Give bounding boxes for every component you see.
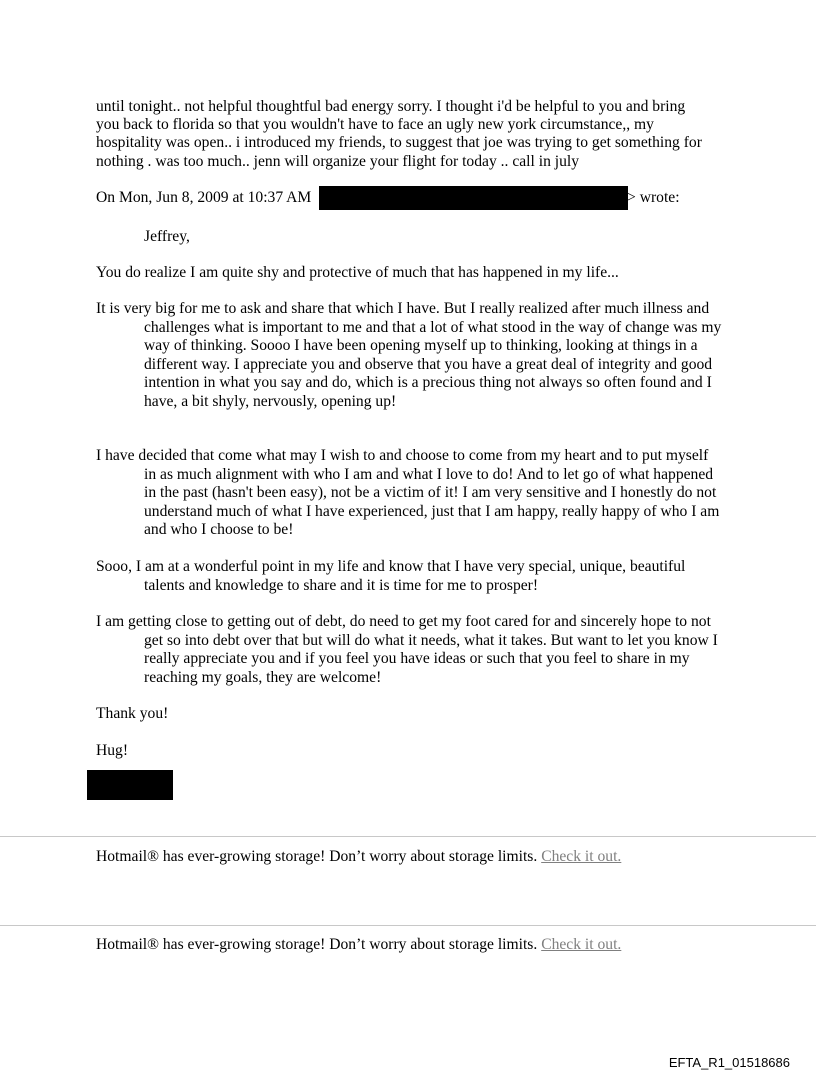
reply-line-4: nothing . was too much.. jenn will organize your flight for today .. call in july — [96, 153, 580, 170]
reply-line-1: until tonight.. not helpful thoughtful bad energy sorry. I thought i'd be helpful to you and bring — [96, 98, 686, 115]
quoted-paragraph-1: You do realize I am quite shy and protective of much that has happened in my life... — [96, 264, 619, 281]
hug-line: Hug! — [96, 742, 129, 759]
quote-header-suffix: > wrote: — [627, 189, 680, 206]
divider — [0, 925, 816, 926]
greeting: Jeffrey, — [144, 228, 190, 245]
footer-ad-text: Hotmail® has ever-growing storage! Don’t worry about storage limits. — [96, 936, 538, 953]
check-it-out-link[interactable]: Check it out. — [541, 936, 622, 953]
footer-ad-1 — [96, 848, 621, 867]
quoted-paragraph-4: Sooo, I am at a wonderful point in my life and know that I have very special, unique, beautiful talents and knowledge to share and it is time for me to prosper! — [96, 558, 686, 594]
footer-ad-2 — [96, 936, 621, 955]
bates-number: EFTA_R1_01518686 — [668, 1055, 790, 1070]
quote-header-prefix: On Mon, Jun 8, 2009 at 10:37 AM — [96, 189, 312, 206]
divider — [0, 836, 816, 837]
redaction-signature — [87, 770, 173, 800]
check-it-out-link[interactable]: Check it out. — [541, 848, 622, 865]
footer-ad-text: Hotmail® has ever-growing storage! Don’t worry about storage limits. — [96, 848, 538, 865]
quoted-paragraph-2: It is very big for me to ask and share that which I have. But I really realized after much illness and challenges what is important to me and that a lot of what stood in the way of change was my way of thinking. Soooo I have been opening myself up to thinking, looking at things in a different way. I appreciate you and observe that you have a great deal of integrity and good intention in what you say and do, which is a precious thing not always so often found and I have, a bit shyly, nervously, opening up! — [96, 300, 722, 410]
reply-line-2: you back to florida so that you wouldn't have to face an ugly new york circumstance,, my — [96, 116, 654, 133]
reply-line-3: hospitality was open.. i introduced my friends, to suggest that joe was trying to get something for — [96, 134, 702, 151]
quoted-paragraph-5: I am getting close to getting out of debt, do need to get my foot cared for and sincerely hope to not get so into debt over that but will do what it needs, what it takes. But want to let you know I really appreciate you and if you feel you have ideas or such that you feel to share in my reaching my goals, they are welcome! — [96, 613, 718, 686]
thanks-line: Thank you! — [96, 705, 169, 722]
redaction-sender — [319, 186, 628, 210]
quoted-paragraph-3: I have decided that come what may I wish to and choose to come from my heart and to put myself in as much alignment with who I am and what I love to do! And to let go of what happened in the past (hasn't been easy), not be a victim of it! I am very sensitive and I honestly do not understand much of what I have experienced, just that I am happy, really happy of who I am and who I choose to be! — [96, 447, 720, 538]
